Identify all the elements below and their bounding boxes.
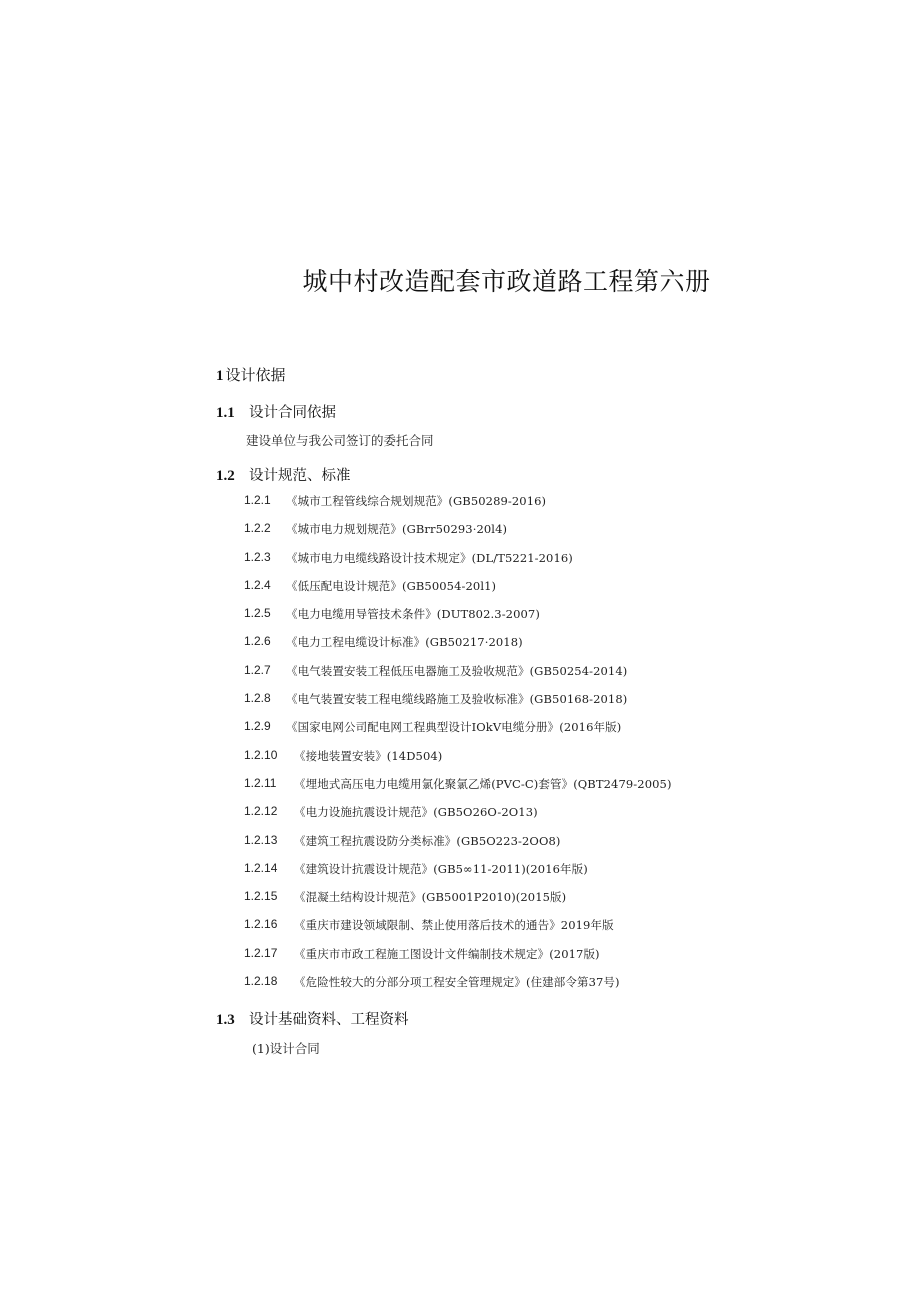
standard-item — [244, 776, 672, 804]
standard-item — [244, 606, 672, 634]
section-1-1-heading — [216, 401, 336, 422]
standard-number: 1.2.2 — [244, 521, 271, 536]
standard-item — [244, 861, 672, 889]
standard-number: 1.2.4 — [244, 577, 271, 592]
standard-title: 《埋地式高压电力电缆用氯化聚氯乙烯(PVC-C)套管》(QBT2479-2005) — [294, 776, 672, 791]
standard-title: 《混凝土结构设计规范》(GB5001P2010)(2015版) — [294, 890, 567, 905]
standard-number: 1.2.12 — [244, 804, 278, 819]
section-1-title: 设计依据 — [225, 366, 286, 384]
standard-title: 《低压配电设计规范》(GB50054-20l1) — [286, 578, 497, 593]
standard-title: 《城市电力电缆线路设计技术规定》(DL/T5221-2016) — [286, 550, 573, 565]
standard-title: 《电力电缆用导管技术条件》(DUT802.3-2007) — [286, 607, 540, 622]
standard-number: 1.2.11 — [244, 775, 277, 790]
standard-item — [244, 691, 672, 719]
standard-number: 1.2.6 — [244, 634, 271, 649]
standard-item — [244, 889, 672, 917]
standard-number: 1.2.8 — [244, 691, 271, 706]
standard-title: 《城市电力规划规范》(GBrr50293·20l4) — [286, 522, 508, 537]
section-1-2-title: 设计规范、标准 — [249, 468, 351, 484]
standard-title: 《建筑设计抗震设计规范》(GB5∞11-2011)(2016年版) — [294, 861, 588, 876]
section-1-heading — [216, 364, 286, 385]
standard-number: 1.2.14 — [244, 860, 278, 875]
standard-number: 1.2.13 — [244, 832, 278, 847]
section-1-2-heading — [216, 464, 351, 485]
standard-number: 1.2.17 — [244, 945, 278, 960]
standard-title: 《重庆市市政工程施工图设计文件编制技术规定》(2017版) — [294, 946, 600, 961]
standard-number: 1.2.5 — [244, 606, 271, 621]
standard-title: 《国家电网公司配电网工程典型设计IOkV电缆分册》(2016年版) — [286, 720, 622, 735]
section-1-3-title: 设计基础资料、工程资料 — [249, 1012, 409, 1028]
standard-number: 1.2.16 — [244, 917, 278, 932]
standard-item — [244, 578, 672, 606]
standard-number: 1.2.10 — [244, 747, 278, 762]
standard-title: 《接地装置安装》(14D504) — [294, 748, 443, 763]
standard-title: 《危险性较大的分部分项工程安全管理规定》(住建部令第37号) — [294, 975, 620, 990]
standard-title: 《电气装置安装工程低压电器施工及验收规范》(GB50254-2014) — [286, 663, 628, 678]
standard-title: 《电力工程电缆设计标准》(GB50217·2018) — [286, 635, 523, 650]
standard-title: 《建筑工程抗震设防分类标准》(GB5O223-2OO8) — [294, 833, 561, 848]
standard-item — [244, 974, 672, 1002]
standard-title: 《重庆市建设领域限制、禁止使用落后技术的通告》2019年版 — [294, 918, 614, 933]
standard-item — [244, 804, 672, 832]
standard-item — [244, 493, 672, 521]
section-1-1-title: 设计合同依据 — [249, 405, 336, 421]
standard-item — [244, 833, 672, 861]
section-1-3-body: (1)设计合同 — [252, 1041, 320, 1056]
standard-number: 1.2.15 — [244, 889, 278, 904]
standard-number: 1.2.3 — [244, 549, 271, 564]
standard-item — [244, 946, 672, 974]
document-title: 城中村改造配套市政道路工程第六册 — [302, 267, 711, 296]
standard-number: 1.2.1 — [244, 493, 271, 507]
section-1-1-body: 建设单位与我公司签订的委托合同 — [246, 433, 434, 448]
standard-item — [244, 719, 672, 747]
section-1-1-number: 1.1 — [216, 405, 235, 421]
standard-title: 《电力设施抗震设计规范》(GB5O26O-2O13) — [294, 805, 538, 820]
standards-list — [244, 493, 672, 1002]
section-1-3-number: 1.3 — [216, 1012, 235, 1028]
section-1-2-number: 1.2 — [216, 468, 235, 484]
standard-number: 1.2.18 — [244, 974, 278, 989]
standard-item — [244, 634, 672, 662]
standard-title: 《城市工程管线综合规划规范》(GB50289-2016) — [286, 494, 547, 508]
standard-item — [244, 748, 672, 776]
standard-item — [244, 550, 672, 578]
section-1-number: 1 — [216, 368, 224, 384]
standard-item — [244, 521, 672, 549]
standard-number: 1.2.9 — [244, 719, 271, 734]
standard-item — [244, 917, 672, 945]
standard-item — [244, 663, 672, 691]
standard-title: 《电气装置安装工程电缆线路施工及验收标准》(GB50168-2018) — [286, 692, 628, 707]
standard-number: 1.2.7 — [244, 662, 271, 677]
section-1-3-heading — [216, 1008, 409, 1029]
